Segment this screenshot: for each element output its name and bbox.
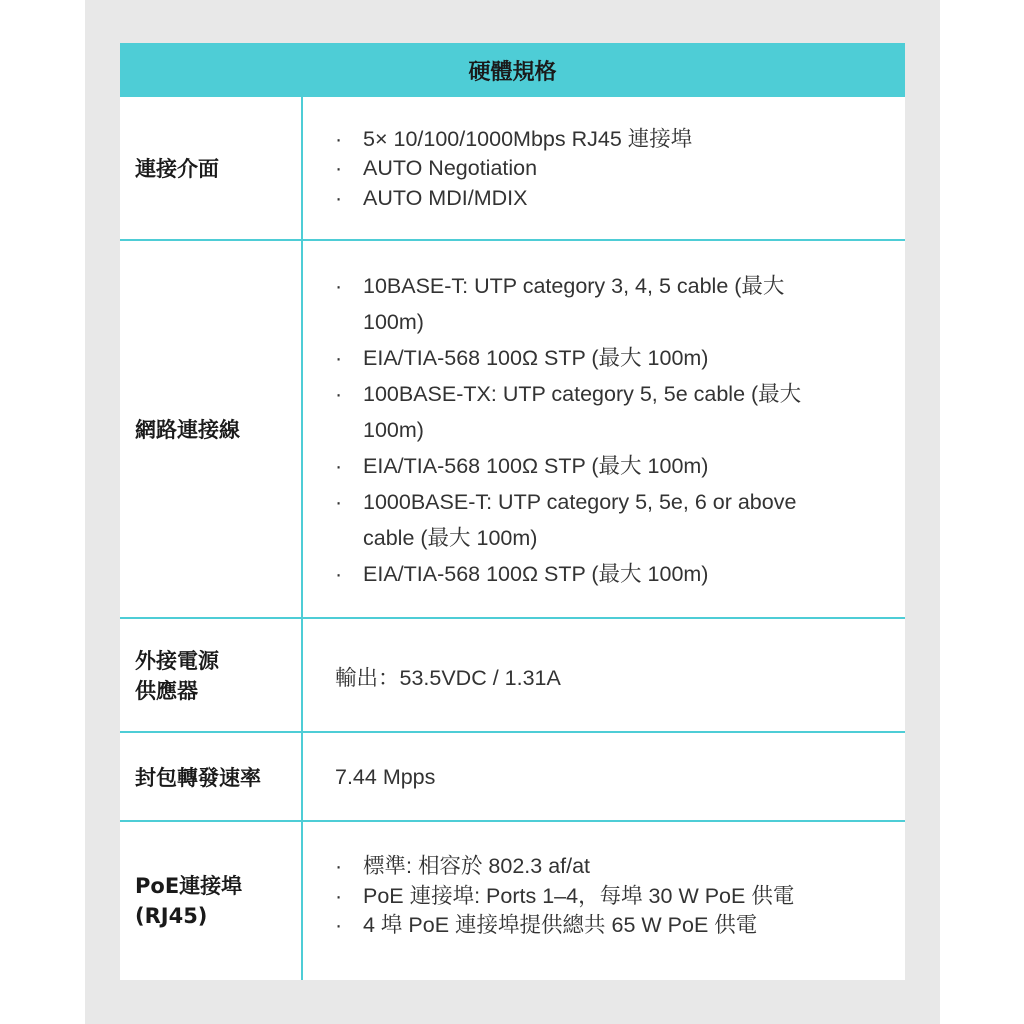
row-label — [135, 822, 295, 980]
list-item: · 100BASE-TX: UTP category 5, 5e cable (最大 100m) — [333, 376, 833, 448]
bullet-dot: · — [335, 156, 343, 181]
bullet-dot: · — [335, 913, 343, 937]
power-output-value: 輸出：53.5VDC / 1.31A — [335, 665, 561, 690]
hardware-spec-table — [120, 43, 905, 980]
bullet-dot: · — [335, 346, 343, 370]
row-label-line: PoE連接埠 — [135, 874, 243, 898]
row-label-line: 封包轉發速率 — [135, 765, 261, 790]
bullet-dot: · — [335, 454, 343, 478]
row-value — [333, 822, 885, 980]
list-item: · AUTO MDI/MDIX — [333, 184, 885, 214]
bullet-dot: · — [335, 126, 343, 151]
bullet-list — [333, 125, 885, 214]
bullet-list — [333, 268, 833, 592]
list-item: · 標準: 相容於 802.3 af/at — [333, 852, 885, 882]
list-item: · PoE 連接埠: Ports 1–4，每埠 30 W PoE 供電 — [333, 882, 885, 912]
list-item: · EIA/TIA-568 100Ω STP (最大 100m) — [333, 448, 833, 484]
list-item: · 1000BASE-T: UTP category 5, 5e, 6 or above cable (最大 100m) — [333, 484, 833, 556]
row-label — [135, 97, 295, 241]
row-label — [135, 241, 295, 619]
list-item: · 5× 10/100/1000Mbps RJ45 連接埠 — [333, 125, 885, 155]
forwarding-rate-value: 7.44 Mpps — [335, 765, 436, 789]
bullet-dot: · — [335, 883, 343, 908]
table-title: 硬體規格 — [120, 43, 905, 97]
row-label — [135, 619, 295, 733]
bullet-dot: · — [335, 274, 343, 298]
row-label-line: (RJ45) — [135, 904, 208, 928]
row-label-line: 供應器 — [135, 679, 198, 703]
bullet-dot: · — [335, 854, 343, 878]
row-label — [135, 733, 295, 822]
spec-row-forwarding-rate — [120, 733, 905, 822]
row-value — [333, 97, 885, 241]
list-item: · AUTO Negotiation — [333, 154, 885, 184]
spec-row-interface — [120, 97, 905, 241]
list-item: · 10BASE-T: UTP category 3, 4, 5 cable (最大 100m) — [333, 268, 833, 340]
bullet-dot: · — [335, 185, 343, 210]
row-label-line: 外接電源 — [135, 649, 219, 673]
row-label-line: 連接介面 — [135, 157, 219, 181]
list-item: · EIA/TIA-568 100Ω STP (最大 100m) — [333, 556, 833, 592]
bullet-dot: · — [335, 382, 343, 406]
spec-row-cable — [120, 241, 905, 619]
list-item: · 4 埠 PoE 連接埠提供總共 65 W PoE 供電 — [333, 911, 885, 941]
bullet-dot: · — [335, 490, 343, 514]
bullet-dot: · — [335, 562, 343, 586]
row-value — [335, 733, 885, 822]
row-value — [333, 241, 885, 619]
spec-row-power — [120, 619, 905, 733]
bullet-list — [333, 852, 885, 941]
spec-row-poe — [120, 822, 905, 980]
row-value — [335, 619, 885, 733]
row-label-line: 網路連接線 — [135, 418, 240, 442]
list-item: · EIA/TIA-568 100Ω STP (最大 100m) — [333, 340, 833, 376]
